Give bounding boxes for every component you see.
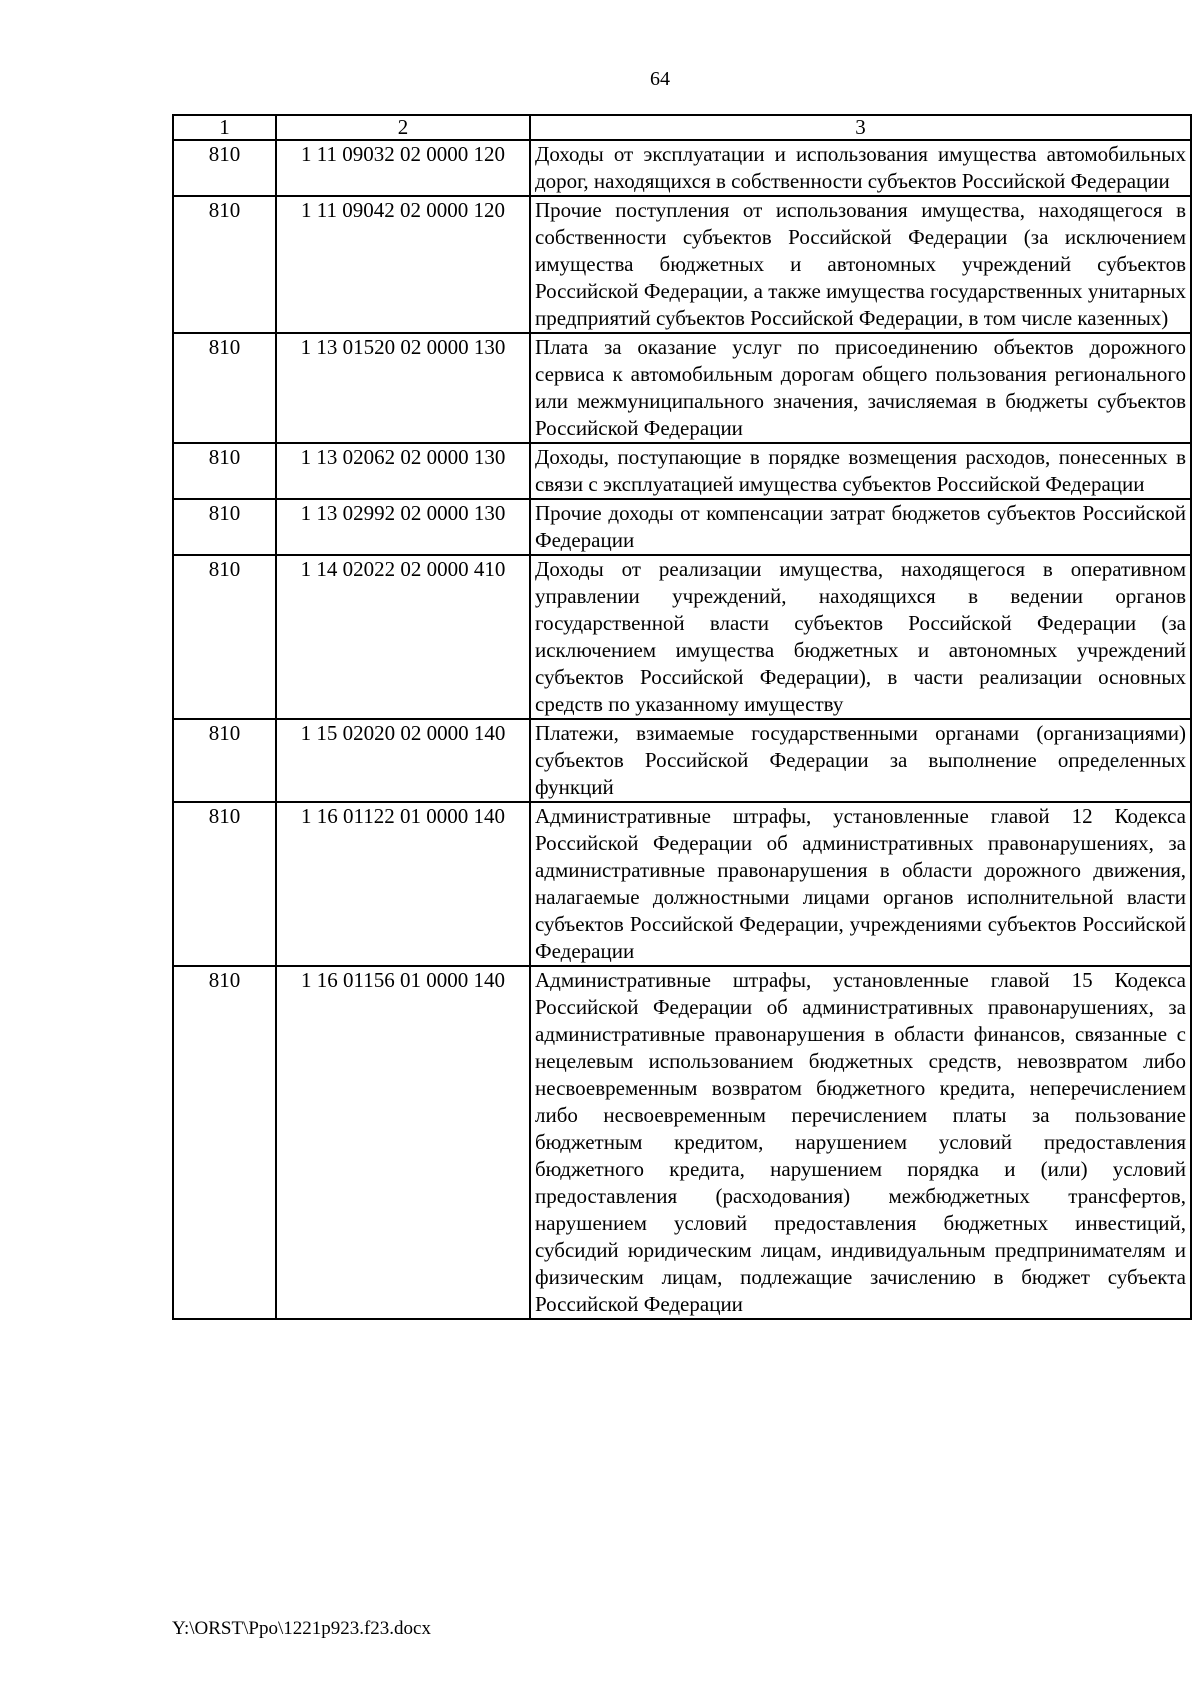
table-row bbox=[173, 555, 1191, 719]
income-code-cell: 1 11 09042 02 0000 120 bbox=[276, 196, 530, 333]
income-code-cell: 1 14 02022 02 0000 410 bbox=[276, 555, 530, 719]
administrator-code-cell: 810 bbox=[173, 196, 276, 333]
column-header-1: 1 bbox=[173, 115, 276, 140]
administrator-code-cell: 810 bbox=[173, 966, 276, 1319]
table-row bbox=[173, 966, 1191, 1319]
administrator-code-cell: 810 bbox=[173, 555, 276, 719]
table-row bbox=[173, 719, 1191, 802]
budget-codes-table bbox=[172, 114, 1192, 1320]
administrator-code-cell: 810 bbox=[173, 443, 276, 499]
administrator-code-cell: 810 bbox=[173, 499, 276, 555]
income-code-cell: 1 16 01122 01 0000 140 bbox=[276, 802, 530, 966]
income-code-cell: 1 11 09032 02 0000 120 bbox=[276, 140, 530, 196]
income-code-cell: 1 13 02062 02 0000 130 bbox=[276, 443, 530, 499]
administrator-code-cell: 810 bbox=[173, 333, 276, 443]
income-name-cell: Доходы от реализации имущества, находящегося в оперативном управлении учреждений, находящихся в ведении органов государственной власти субъектов Российской Федерации (за исключением имущества бюджетных и автономных учреждений субъектов Российской Федерации), в части реализации основных средств по указанному имуществу bbox=[530, 555, 1191, 719]
column-header-2: 2 bbox=[276, 115, 530, 140]
table-row bbox=[173, 140, 1191, 196]
table-header-row bbox=[173, 115, 1191, 140]
income-name-cell: Доходы от эксплуатации и использования имущества автомобильных дорог, находящихся в собственности субъектов Российской Федерации bbox=[530, 140, 1191, 196]
income-code-cell: 1 15 02020 02 0000 140 bbox=[276, 719, 530, 802]
income-name-cell: Административные штрафы, установленные главой 15 Кодекса Российской Федерации об административных правонарушениях, за административные правонарушения в области финансов, связанные с нецелевым использованием бюджетных средств, невозвратом либо несвоевременным возвратом бюджетного кредита, неперечислением либо несвоевременным перечислением платы за пользование бюджетным кредитом, нарушением условий предоставления бюджетного кредита, нарушением порядка и (или) условий предоставления (расходования) межбюджетных трансфертов, нарушением условий предоставления бюджетных инвестиций, субсидий юридическим лицам, индивидуальным предпринимателям и физическим лицам, подлежащие зачислению в бюджет субъекта Российской Федерации bbox=[530, 966, 1191, 1319]
income-name-cell: Платежи, взимаемые государственными органами (организациями) субъектов Российской Федерации за выполнение определенных функций bbox=[530, 719, 1191, 802]
income-code-cell: 1 16 01156 01 0000 140 bbox=[276, 966, 530, 1319]
income-code-cell: 1 13 01520 02 0000 130 bbox=[276, 333, 530, 443]
income-name-cell: Доходы, поступающие в порядке возмещения расходов, понесенных в связи с эксплуатацией имущества субъектов Российской Федерации bbox=[530, 443, 1191, 499]
table-row bbox=[173, 333, 1191, 443]
table-row bbox=[173, 443, 1191, 499]
income-name-cell: Прочие поступления от использования имущества, находящегося в собственности субъектов Российской Федерации (за исключением имущества бюджетных и автономных учреждений субъектов Российской Федерации, а также имущества государственных унитарных предприятий субъектов Российской Федерации, в том числе казенных) bbox=[530, 196, 1191, 333]
income-name-cell: Плата за оказание услуг по присоединению объектов дорожного сервиса к автомобильным дорогам общего пользования регионального или межмуниципального значения, зачисляемая в бюджеты субъектов Российской Федерации bbox=[530, 333, 1191, 443]
table-row bbox=[173, 196, 1191, 333]
table-row bbox=[173, 802, 1191, 966]
administrator-code-cell: 810 bbox=[173, 140, 276, 196]
income-name-cell: Прочие доходы от компенсации затрат бюджетов субъектов Российской Федерации bbox=[530, 499, 1191, 555]
footer-file-path: Y:\ORST\Ppo\1221p923.f23.docx bbox=[172, 1618, 431, 1639]
table-row bbox=[173, 499, 1191, 555]
administrator-code-cell: 810 bbox=[173, 802, 276, 966]
column-header-3: 3 bbox=[530, 115, 1191, 140]
administrator-code-cell: 810 bbox=[173, 719, 276, 802]
income-code-cell: 1 13 02992 02 0000 130 bbox=[276, 499, 530, 555]
page-number: 64 bbox=[650, 68, 670, 90]
income-name-cell: Административные штрафы, установленные главой 12 Кодекса Российской Федерации об административных правонарушениях, за административные правонарушения в области дорожного движения, налагаемые должностными лицами органов исполнительной власти субъектов Российской Федерации, учреждениями субъектов Российской Федерации bbox=[530, 802, 1191, 966]
